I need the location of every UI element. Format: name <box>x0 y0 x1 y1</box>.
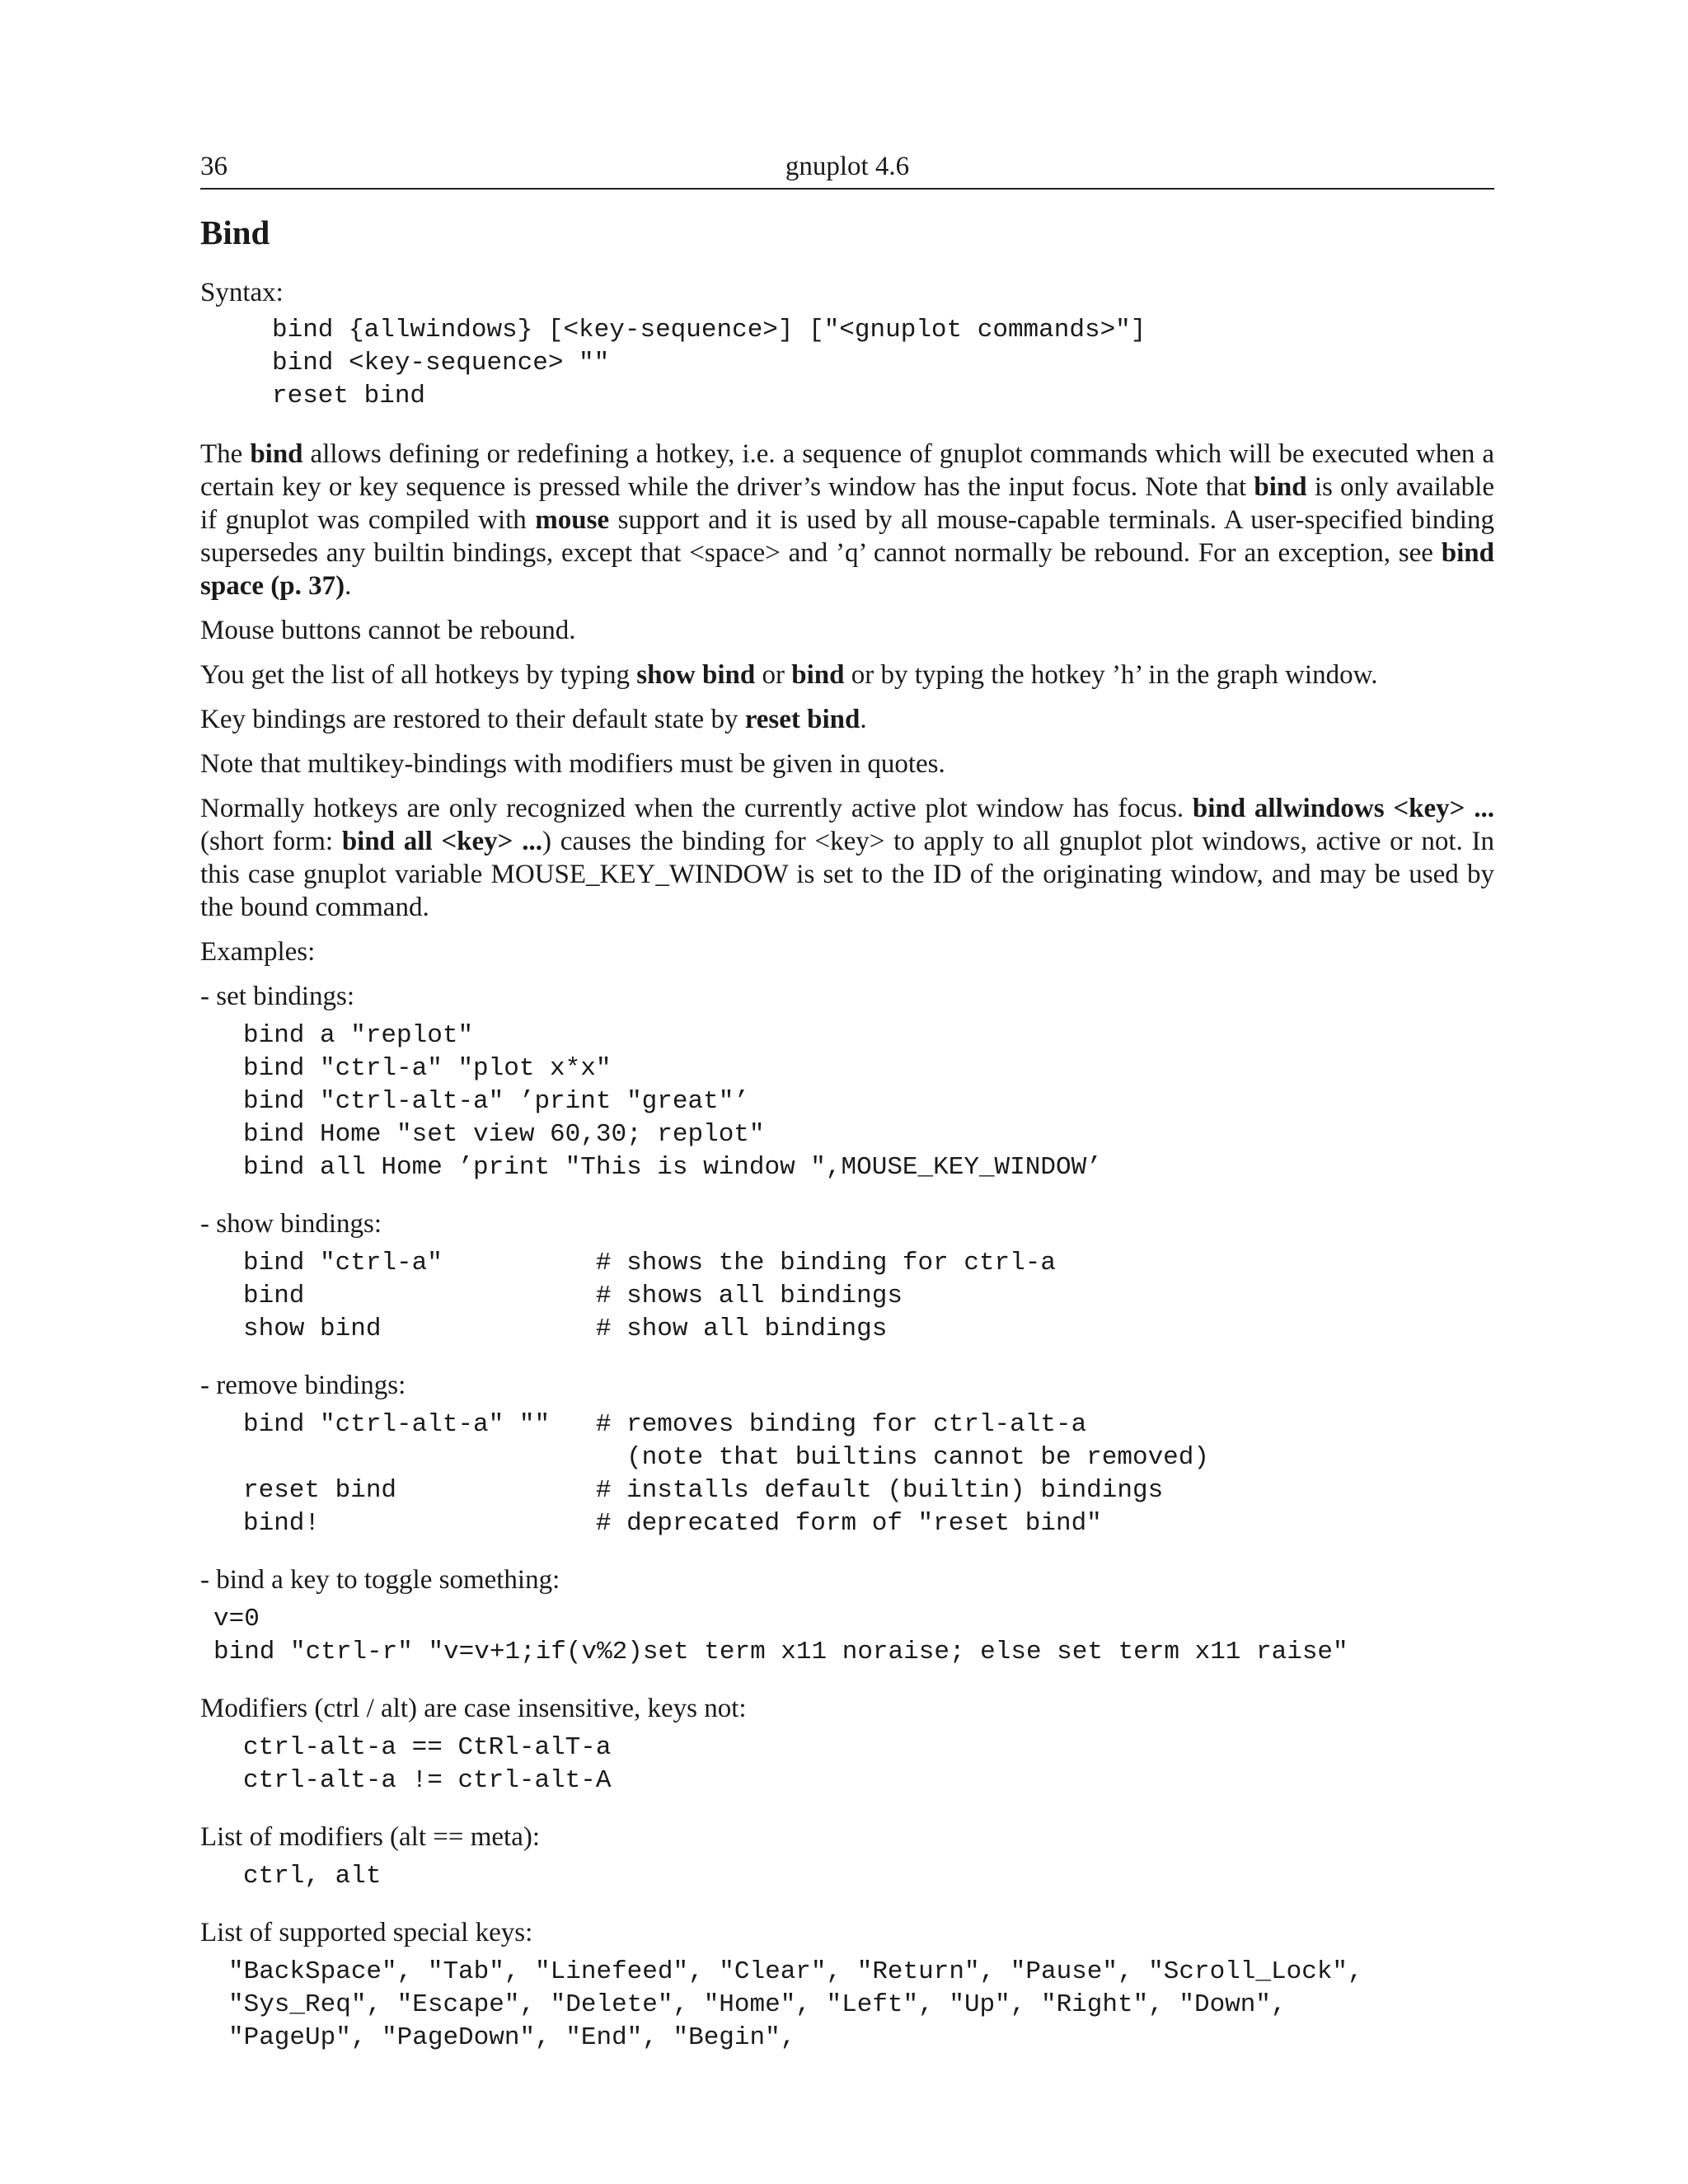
set-bindings-label: - set bindings: <box>200 982 354 1012</box>
running-title: gnuplot 4.6 <box>785 152 910 181</box>
paragraph-reset: Key bindings are restored to their default state by reset bind. <box>200 705 867 735</box>
examples-label: Examples: <box>200 937 316 968</box>
set-bindings-code: bind a "replot" bind "ctrl-a" "plot x*x" bind "ctrl-alt-a" ’print "great"’ bind Home "set view 60,30; replot" bind all Home ’print "This is window ",MOUSE_KEY_WINDOW’ <box>243 1021 1102 1183</box>
special-keys-label: List of supported special keys: <box>200 1918 533 1948</box>
syntax-label: Syntax: <box>200 278 284 308</box>
section-title: Bind <box>200 213 270 251</box>
modifiers-code: ctrl-alt-a == CtRl-alT-a ctrl-alt-a != ctrl-alt-A <box>243 1733 612 1796</box>
paragraph-allwindows: Normally hotkeys are only recognized when the currently active plot window has focus. bind allwindows <key> ... (short form: bind all <key> ...) causes the binding for <key> to apply to all gnuplot plot windows, active or not. In this case gnuplot variable MOUSE_KEY_WINDOW is set to the ID of the originating window, and may be used by the bound command. <box>200 794 1494 923</box>
paragraph-description: The bind allows defining or redefining a hotkey, i.e. a sequence of gnuplot commands which will be executed when a certain key or key sequence is pressed while the driver’s window has the input focus. Note that bind is only available if gnuplot was compiled with mouse support and it is used by all mouse-capable terminals. A user-specified binding supersedes any builtin bindings, except that <space> and ’q’ cannot normally be rebound. For an exception, see bind space (p. 37). <box>200 439 1495 602</box>
syntax-code-block: bind {allwindows} [<key-sequence>] ["<gnuplot commands>"] bind <key-sequence> "" reset bind <box>272 316 1146 411</box>
page-number: 36 <box>200 152 227 181</box>
document-page <box>200 148 1494 2055</box>
modifiers-label: Modifiers (ctrl / alt) are case insensitive, keys not: <box>200 1694 747 1724</box>
cross-reference-link[interactable]: bind space (p. 37) <box>200 538 1494 602</box>
special-keys-code: "BackSpace", "Tab", "Linefeed", "Clear", "Return", "Pause", "Scroll_Lock", "Sys_Req", "Escape", "Delete", "Home", "Left", "Up", "Right", "Down", "PageUp", "PageDown", "End", "Begin", <box>228 1957 1363 2053</box>
show-bindings-code: bind "ctrl-a" # shows the binding for ctrl-a bind # shows all bindings show bind # show all bindings <box>243 1249 1056 1344</box>
remove-bindings-code: bind "ctrl-alt-a" "" # removes binding for ctrl-alt-a (note that builtins cannot be removed) reset bind # installs default (builtin) bindings bind! # deprecated form of "reset bind" <box>243 1410 1209 1539</box>
page-header <box>200 148 1494 190</box>
modifier-list-label: List of modifiers (alt == meta): <box>200 1822 541 1853</box>
toggle-label: - bind a key to toggle something: <box>200 1565 560 1596</box>
paragraph-quotes-note: Note that multikey-bindings with modifiers must be given in quotes. <box>200 749 945 780</box>
remove-bindings-label: - remove bindings: <box>200 1371 406 1401</box>
paragraph-list-hotkeys: You get the list of all hotkeys by typing show bind or bind or by typing the hotkey ’h’ in the graph window. <box>200 660 1378 691</box>
toggle-code: v=0 bind "ctrl-r" "v=v+1;if(v%2)set term x11 noraise; else set term x11 raise" <box>213 1605 1348 1667</box>
show-bindings-label: - show bindings: <box>200 1209 382 1240</box>
modifier-list-code: ctrl, alt <box>243 1862 382 1891</box>
paragraph-mouse-buttons: Mouse buttons cannot be rebound. <box>200 616 576 646</box>
